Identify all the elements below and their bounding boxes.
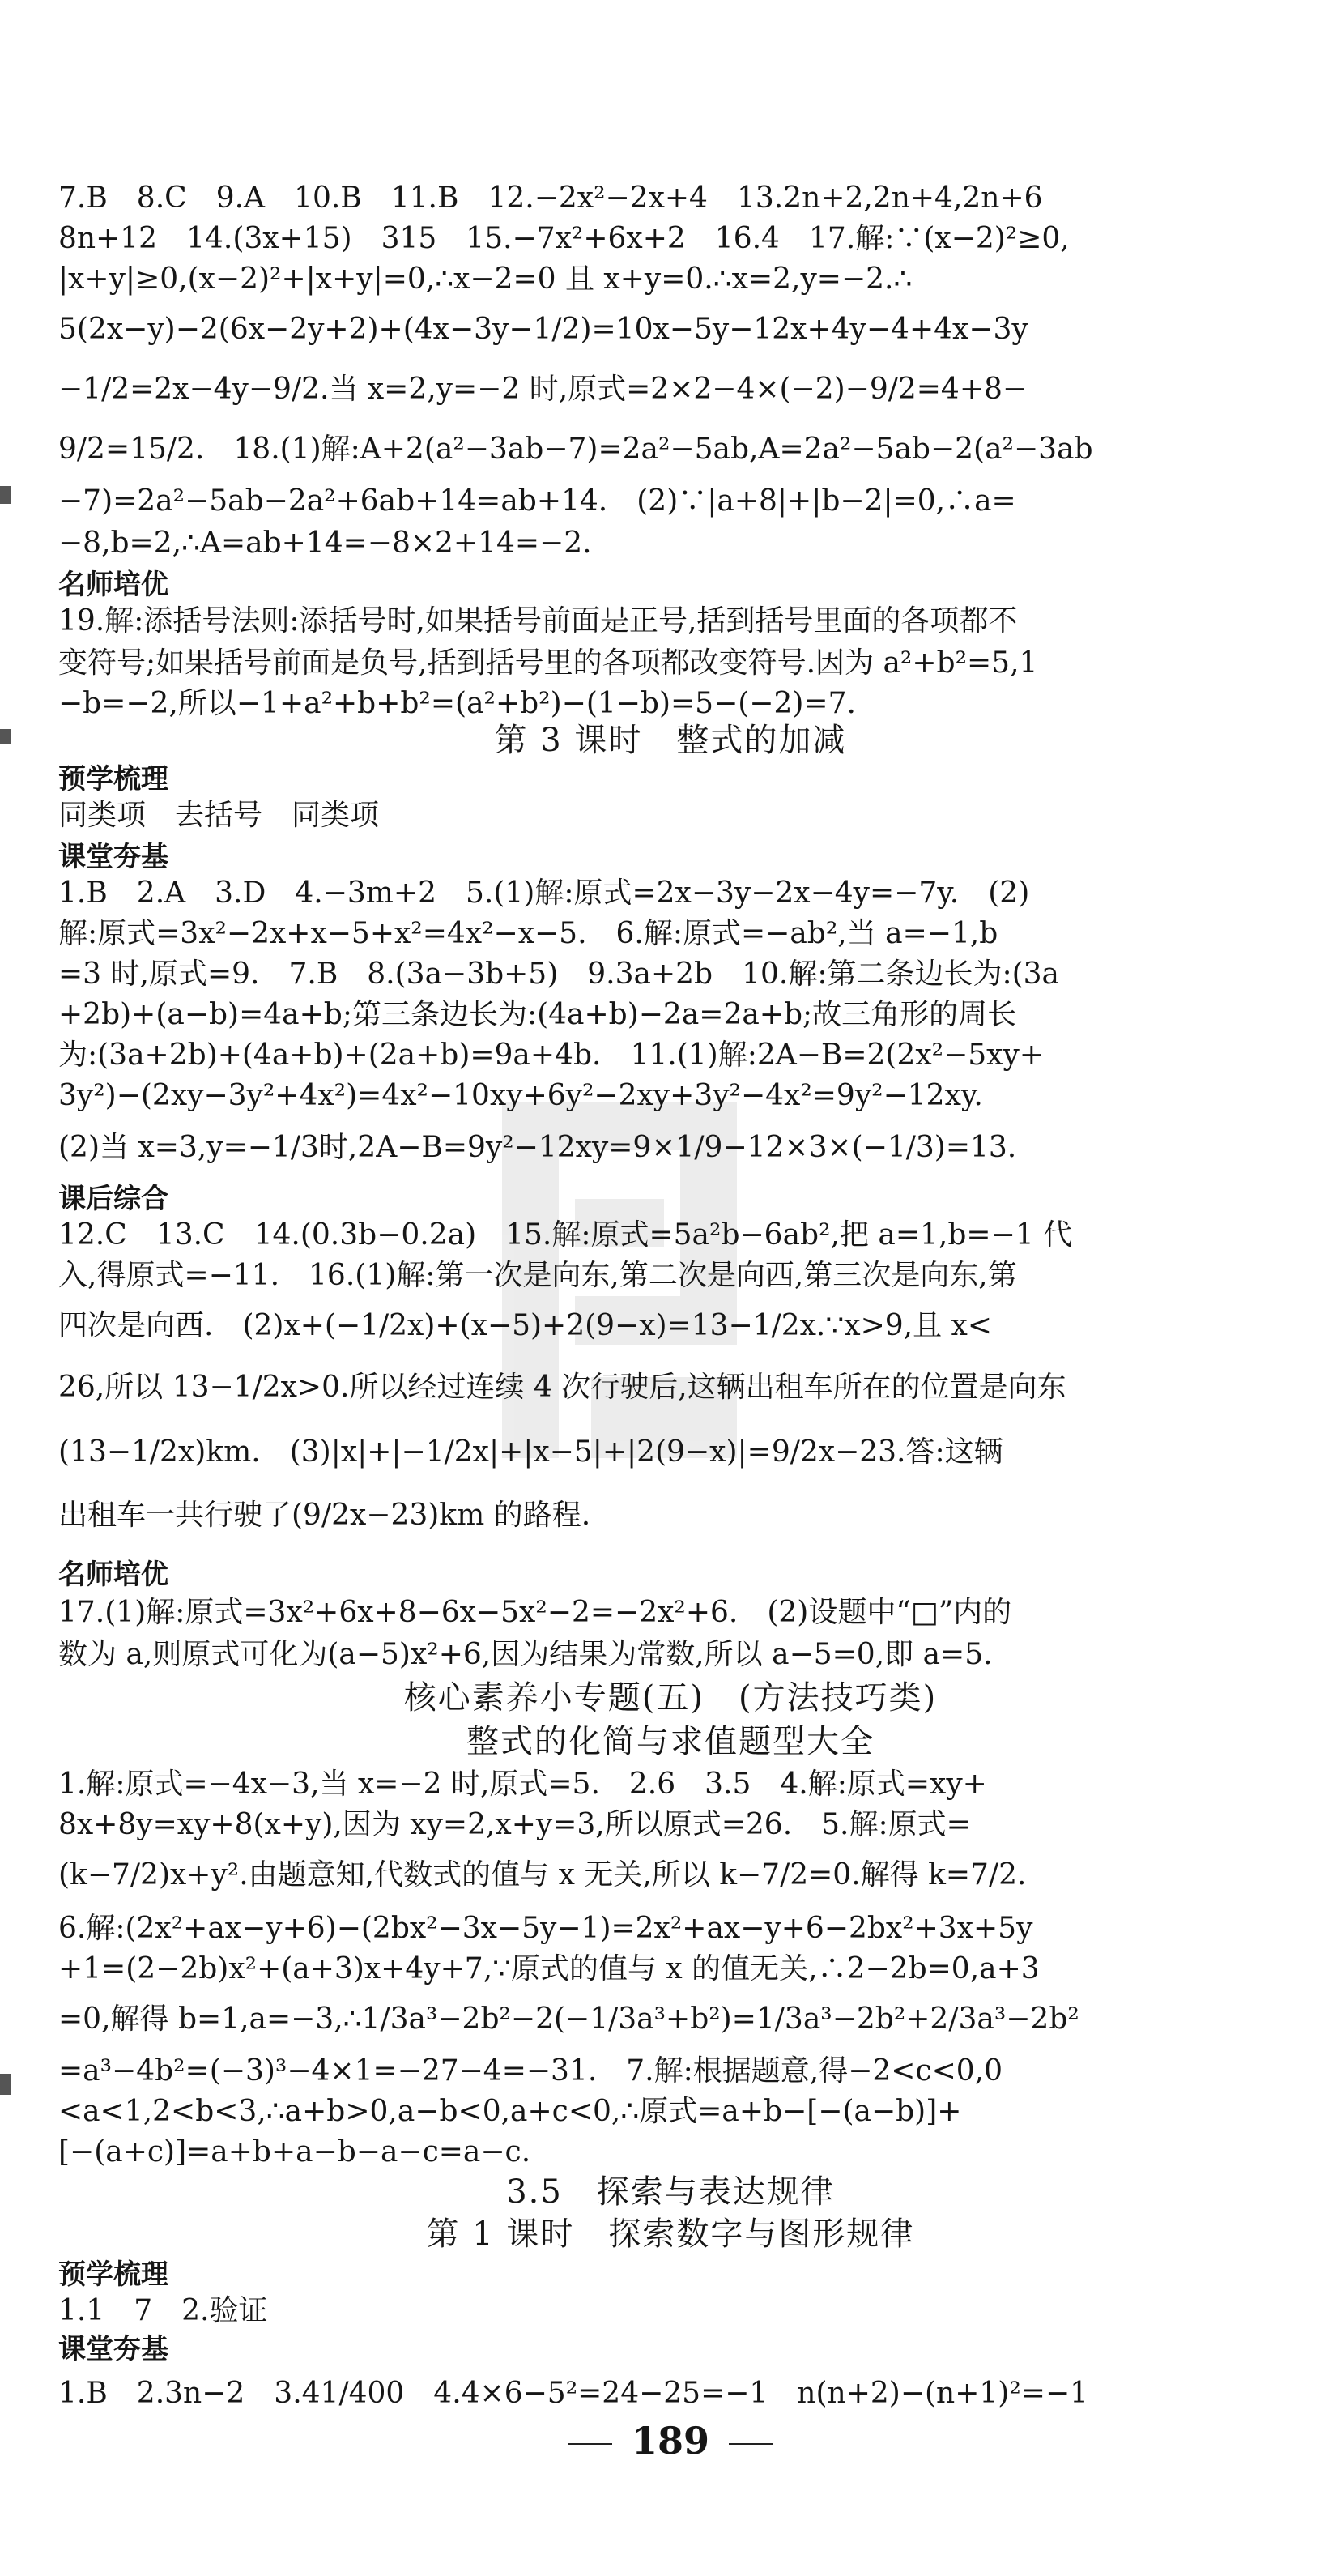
section-heading: 名师培优 (58, 569, 168, 601)
page-number-footer (0, 2419, 1341, 2463)
section-heading: 名师培优 (58, 1559, 168, 1591)
answer-line: 7.B 8.C 9.A 10.B 11.B 12.−2x²−2x+4 13.2n+2,2n+4,2n+6 (58, 181, 1043, 215)
binding-mark (0, 2074, 11, 2095)
answer-line: 8x+8y=xy+8(x+y),因为 xy=2,x+y=3,所以原式=26. 5.解:原式= (58, 1808, 971, 1841)
answer-line: 1.1 7 2.验证 (58, 2294, 268, 2327)
answer-line: =0,解得 b=1,a=−3,∴1/3a³−2b²−2(−1/3a³+b²)=1/3a³−2b²+2/3a³−2b² (58, 2002, 1079, 2036)
topic-subtitle: 整式的化简与求值题型大全 (466, 1723, 875, 1760)
answer-line: =3 时,原式=9. 7.B 8.(3a−3b+5) 9.3a+2b 10.解:第二条边长为:(3a (58, 957, 1060, 991)
section-heading: 预学梳理 (58, 763, 168, 795)
answer-line: 四次是向西. (2)x+(−1/2x)+(x−5)+2(9−x)=13−1/2x.∵x>9,且 x< (58, 1309, 993, 1342)
answer-line: 变符号;如果括号前面是负号,括到括号里的各项都改变符号.因为 a²+b²=5,1 (58, 646, 1038, 680)
answer-line: −1/2=2x−4y−9/2.当 x=2,y=−2 时,原式=2×2−4×(−2)−9/2=4+8− (58, 373, 1028, 406)
answer-line: 17.(1)解:原式=3x²+6x+8−6x−5x²−2=−2x²+6. (2)设题中“□”内的 (58, 1596, 1012, 1629)
answer-line: 3y²)−(2xy−3y²+4x²)=4x²−10xy+6y²−2xy+3y²−4x²=9y²−12xy. (58, 1079, 983, 1112)
answer-line: 5(2x−y)−2(6x−2y+2)+(4x−3y−1/2)=10x−5y−12x+4y−4+4x−3y (58, 313, 1028, 346)
answer-line: 1.B 2.3n−2 3.41/400 4.4×6−5²=24−25=−1 n(n+2)−(n+1)²=−1 (58, 2377, 1089, 2410)
answer-line: −b=−2,所以−1+a²+b+b²=(a²+b²)−(1−b)=5−(−2)=7. (58, 687, 856, 720)
answer-line: −7)=2a²−5ab−2a²+6ab+14=ab+14. (2)∵|a+8|+|b−2|=0,∴a= (58, 484, 1016, 518)
section-heading: 课堂夯基 (58, 841, 168, 873)
section-title: 3.5 探索与表达规律 (506, 2173, 835, 2211)
answer-line: 19.解:添括号法则:添括号时,如果括号前面是正号,括到括号里面的各项都不 (58, 604, 1018, 638)
answer-line: 12.C 13.C 14.(0.3b−0.2a) 15.解:原式=5a²b−6ab²,把 a=1,b=−1 代 (58, 1218, 1073, 1252)
topic-title: 核心素养小专题(五) (方法技巧类) (403, 1679, 938, 1717)
page-number: 189 (631, 2419, 710, 2463)
footer-dash-right (729, 2443, 773, 2445)
lesson-title: 第 3 课时 整式的加减 (494, 722, 847, 759)
lesson-title: 第 1 课时 探索数字与图形规律 (426, 2216, 915, 2253)
answer-line: [−(a+c)]=a+b+a−b−a−c=a−c. (58, 2135, 531, 2169)
answer-line: (13−1/2x)km. (3)|x|+|−1/2x|+|x−5|+|2(9−x)|=9/2x−23.答:这辆 (58, 1435, 1003, 1469)
answer-line: =a³−4b²=(−3)³−4×1=−27−4=−31. 7.解:根据题意,得−2<c<0,0 (58, 2054, 1003, 2088)
answer-line: −8,b=2,∴A=ab+14=−8×2+14=−2. (58, 527, 592, 560)
answer-line: 为:(3a+2b)+(4a+b)+(2a+b)=9a+4b. 11.(1)解:2A−B=2(2x²−5xy+ (58, 1039, 1044, 1072)
answer-line: 8n+12 14.(3x+15) 315 15.−7x²+6x+2 16.4 17.解:∵(x−2)²≥0, (58, 222, 1070, 255)
section-heading: 预学梳理 (58, 2258, 168, 2291)
answer-line: +1=(2−2b)x²+(a+3)x+4y+7,∵原式的值与 x 的值无关,∴2−2b=0,a+3 (58, 1952, 1040, 1985)
answer-line: 数为 a,则原式可化为(a−5)x²+6,因为结果为常数,所以 a−5=0,即 a=5. (58, 1638, 993, 1671)
answer-line: (2)当 x=3,y=−1/3时,2A−B=9y²−12xy=9×1/9−12×3×(−1/3)=13. (58, 1131, 1017, 1164)
answer-line: 出租车一共行驶了(9/2x−23)km 的路程. (58, 1499, 591, 1532)
answer-line: |x+y|≥0,(x−2)²+|x+y|=0,∴x−2=0 且 x+y=0.∴x=2,y=−2.∴ (58, 262, 913, 296)
answer-line: (k−7/2)x+y².由题意知,代数式的值与 x 无关,所以 k−7/2=0.解得 k=7/2. (58, 1858, 1027, 1891)
answer-line: 解:原式=3x²−2x+x−5+x²=4x²−x−5. 6.解:原式=−ab²,当 a=−1,b (58, 917, 998, 950)
answer-line: 同类项 去括号 同类项 (58, 799, 380, 832)
answer-line: +2b)+(a−b)=4a+b;第三条边长为:(4a+b)−2a=2a+b;故三角形的周长 (58, 998, 1017, 1031)
answer-line: 9/2=15/2. 18.(1)解:A+2(a²−3ab−7)=2a²−5ab,A=2a²−5ab−2(a²−3ab (58, 433, 1093, 466)
answer-line: <a<1,2<b<3,∴a+b>0,a−b<0,a+c<0,∴原式=a+b−[−(a−b)]+ (58, 2095, 962, 2128)
answer-line: 1.B 2.A 3.D 4.−3m+2 5.(1)解:原式=2x−3y−2x−4y=−7y. (2) (58, 876, 1030, 910)
answer-line: 入,得原式=−11. 16.(1)解:第一次是向东,第二次是向西,第三次是向东,第 (58, 1259, 1017, 1292)
binding-mark (0, 486, 11, 504)
section-heading: 课后综合 (58, 1183, 168, 1215)
answer-line: 26,所以 13−1/2x>0.所以经过连续 4 次行驶后,这辆出租车所在的位置是向东 (58, 1371, 1066, 1404)
footer-dash-left (568, 2443, 612, 2445)
section-heading: 课堂夯基 (58, 2333, 168, 2365)
answer-line: 1.解:原式=−4x−3,当 x=−2 时,原式=5. 2.6 3.5 4.解:原式=xy+ (58, 1768, 987, 1801)
answer-line: 6.解:(2x²+ax−y+6)−(2bx²−3x−5y−1)=2x²+ax−y+6−2bx²+3x+5y (58, 1912, 1033, 1945)
